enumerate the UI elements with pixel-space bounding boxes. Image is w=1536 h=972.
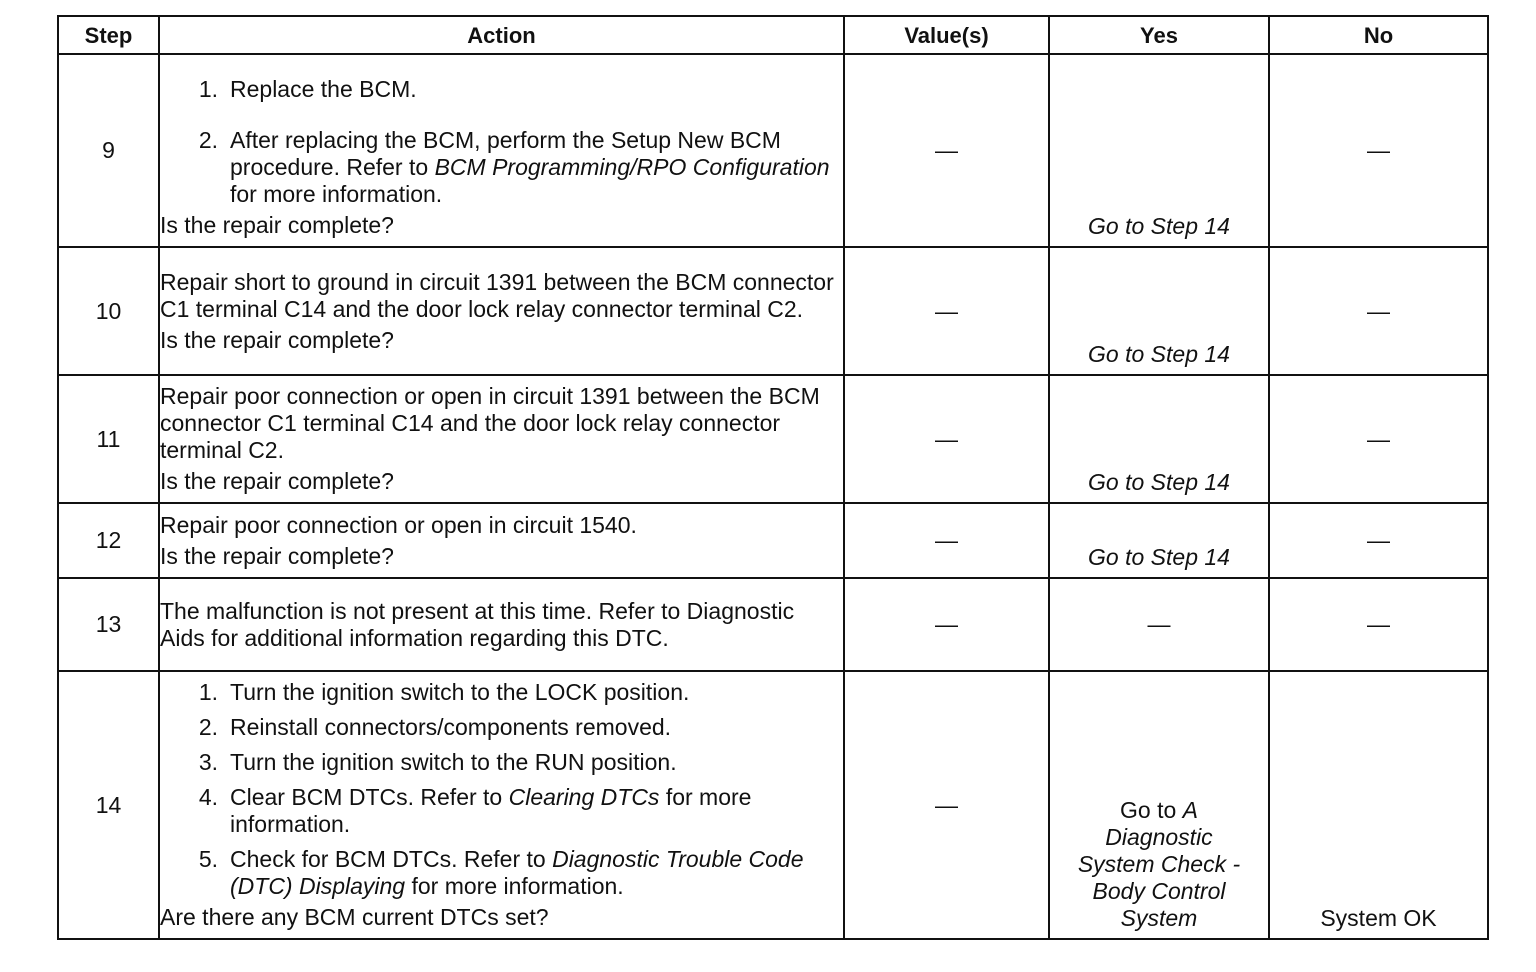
diagnostic-table [57, 15, 1489, 940]
step-number: 13 [58, 578, 159, 671]
action-text: The malfunction is not present at this time. Refer to Diagnostic Aids for additional information regarding this DTC. [160, 597, 795, 651]
table-row [58, 54, 1488, 247]
no-cell: — [1269, 578, 1488, 671]
action-text: Repair short to ground in circuit 1391 between the BCM connector C1 terminal C14 and the door lock relay connector terminal C2. [160, 268, 834, 322]
header-no: No [1269, 16, 1488, 54]
action-cell [159, 578, 844, 671]
yes-cell [1049, 54, 1269, 247]
step-number: 10 [58, 247, 159, 375]
yes-action: Go to A Diagnostic System Check - Body Control System [1077, 797, 1241, 931]
list-item: 5. Check for BCM DTCs. Refer to Diagnostic Trouble Code (DTC) Displaying for more information. [198, 846, 804, 899]
yes-cell [1049, 503, 1269, 578]
action-cell [159, 54, 844, 247]
header-action: Action [159, 16, 844, 54]
value-cell: — [844, 578, 1049, 671]
list-item: 3. Turn the ignition switch to the RUN position. [198, 749, 677, 775]
list-item: 2. After replacing the BCM, perform the Setup New BCM procedure. Refer to BCM Programming/RPO Configuration for more information. [198, 127, 830, 207]
list-item: 1. Turn the ignition switch to the LOCK position. [198, 679, 690, 705]
yes-cell: — [1049, 578, 1269, 671]
no-cell: — [1269, 375, 1488, 503]
table-row [58, 578, 1488, 671]
yes-action: Go to Step 14 [1088, 469, 1230, 495]
list-item: 4. Clear BCM DTCs. Refer to Clearing DTCs for more information. [198, 784, 752, 837]
list-item: 2. Reinstall connectors/components removed. [198, 714, 672, 740]
step-number: 11 [58, 375, 159, 503]
question-text: Is the repair complete? [160, 468, 394, 494]
header-yes: Yes [1049, 16, 1269, 54]
header-values: Value(s) [844, 16, 1049, 54]
reference-link: Clearing DTCs [508, 784, 660, 810]
yes-cell [1049, 671, 1269, 939]
reference-link: Diagnostic Trouble Code (DTC) Displaying [230, 846, 804, 899]
step-number: 14 [58, 671, 159, 939]
value-cell: — [844, 375, 1049, 503]
table-row [58, 375, 1488, 503]
no-action: System OK [1320, 905, 1437, 931]
table-row [58, 503, 1488, 578]
value-cell: — [844, 247, 1049, 375]
no-cell: — [1269, 247, 1488, 375]
no-cell: — [1269, 54, 1488, 247]
value-cell: — [844, 503, 1049, 578]
action-cell [159, 671, 844, 939]
no-cell: — [1269, 503, 1488, 578]
no-cell [1269, 671, 1488, 939]
table-row [58, 247, 1488, 375]
yes-cell [1049, 247, 1269, 375]
reference-link: BCM Programming/RPO Configuration [434, 154, 830, 180]
action-text: Repair poor connection or open in circuit 1540. [160, 511, 637, 538]
action-text: Repair poor connection or open in circuit 1391 between the BCM connector C1 terminal C14 and the door lock relay connector terminal C2. [160, 383, 820, 463]
step-number: 12 [58, 503, 159, 578]
yes-cell [1049, 375, 1269, 503]
header-row [58, 16, 1488, 54]
action-cell [159, 247, 844, 375]
action-steps-list [160, 679, 843, 900]
value-cell: — [844, 54, 1049, 247]
question-text: Is the repair complete? [160, 326, 394, 353]
table-row [58, 671, 1488, 939]
value-cell: — [844, 671, 1049, 939]
list-item: 1. Replace the BCM. [198, 76, 417, 102]
header-step: Step [58, 16, 159, 54]
yes-action: Go to Step 14 [1088, 544, 1230, 570]
question-text: Is the repair complete? [160, 542, 394, 569]
step-number: 9 [58, 54, 159, 247]
question-text: Is the repair complete? [160, 212, 394, 238]
yes-action: Go to Step 14 [1088, 213, 1230, 239]
action-steps-list [160, 76, 843, 208]
action-cell [159, 375, 844, 503]
action-cell [159, 503, 844, 578]
question-text: Are there any BCM current DTCs set? [160, 904, 549, 930]
yes-action: Go to Step 14 [1088, 341, 1230, 367]
